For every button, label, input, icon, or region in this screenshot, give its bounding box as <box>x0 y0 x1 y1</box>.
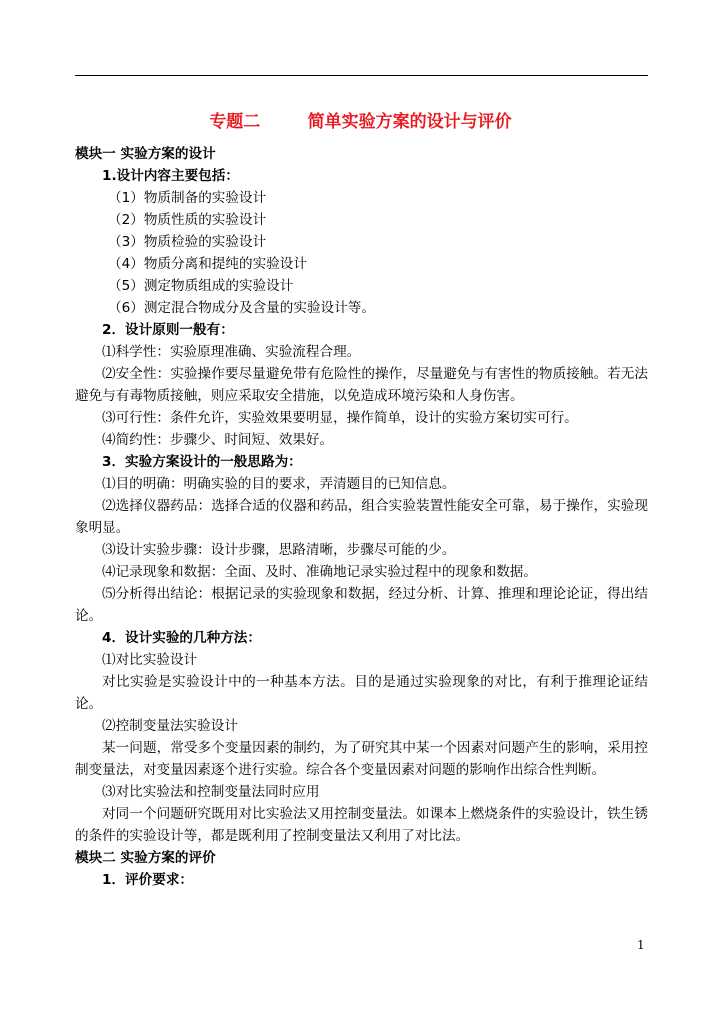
section3-heading: 3．实验方案设计的一般思路为： <box>102 454 302 470</box>
method-title: ⑶对比实验法和控制变量法同时应用 <box>102 784 320 800</box>
paragraph: ⑷记录现象和数据：全面、及时、准确地记录实验过程中的现象和数据。 <box>102 564 537 580</box>
paragraph: ⑵安全性：实验操作要尽量避免带有危险性的操作，尽量避免与有害性的物质接触。若无法避免与有毒物质接触，则应采取安全措施，以免造成环境污染和人身伤害。 <box>75 366 648 404</box>
method-title: ⑴对比实验设计 <box>102 652 198 668</box>
list-item: （2）物质性质的实验设计 <box>108 212 267 228</box>
page-number: 1 <box>637 938 645 952</box>
paragraph: ⑴目的明确：明确实验的目的要求，弄清题目的已知信息。 <box>102 476 456 492</box>
paragraph: ⑸分析得出结论：根据记录的实验现象和数据，经过分析、计算、推理和理论论证，得出结论。 <box>75 586 648 624</box>
page-title: 专题二 简单实验方案的设计与评价 <box>209 112 512 132</box>
paragraph: 对同一个问题研究既用对比实验法又用控制变量法。如课本上燃烧条件的实验设计，铁生锈的条件的实验设计等，都是既利用了控制变量法又利用了对比法。 <box>75 806 648 844</box>
list-item: （6）测定混合物成分及含量的实验设计等。 <box>108 300 375 316</box>
method-title: ⑵控制变量法实验设计 <box>102 718 238 734</box>
paragraph: ⑴科学性：实验原理准确、实验流程合理。 <box>102 344 361 360</box>
module2-section1-heading: 1．评价要求： <box>102 872 194 888</box>
list-item: （4）物质分离和提纯的实验设计 <box>108 256 307 272</box>
paragraph: 某一问题，常受多个变量因素的制约，为了研究其中某一个因素对问题产生的影响，采用控制变量法，对变量因素逐个进行实验。综合各个变量因素对问题的影响作出综合性判断。 <box>75 740 648 778</box>
section2-heading: 2．设计原则一般有： <box>102 322 234 338</box>
header-rule <box>75 75 648 76</box>
paragraph: ⑵选择仪器药品：选择合适的仪器和药品，组合实验装置性能安全可靠，易于操作，实验现象明显。 <box>75 498 648 536</box>
section4-heading: 4．设计实验的几种方法： <box>102 630 261 646</box>
module1-heading: 模块一 实验方案的设计 <box>75 146 216 162</box>
paragraph: ⑷简约性：步骤少、时间短、效果好。 <box>102 432 334 448</box>
section1-heading: 1.设计内容主要包括： <box>102 168 239 184</box>
list-item: （1）物质制备的实验设计 <box>108 190 267 206</box>
paragraph: ⑶可行性：条件允许，实验效果要明显，操作简单，设计的实验方案切实可行。 <box>102 410 578 426</box>
paragraph: 对比实验是实验设计中的一种基本方法。目的是通过实验现象的对比，有利于推理论证结论。 <box>75 674 648 712</box>
module2-heading: 模块二 实验方案的评价 <box>75 850 216 866</box>
paragraph: ⑶设计实验步骤：设计步骤，思路清晰，步骤尽可能的少。 <box>102 542 456 558</box>
list-item: （5）测定物质组成的实验设计 <box>108 278 294 294</box>
list-item: （3）物质检验的实验设计 <box>108 234 267 250</box>
document-body <box>75 143 648 891</box>
